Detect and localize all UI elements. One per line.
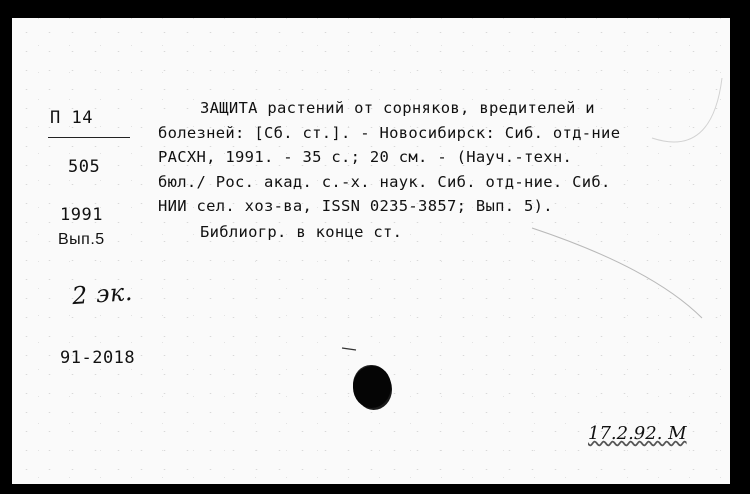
bibliography-note: Библиогр. в конце ст. — [200, 223, 403, 241]
handwritten-date-stamp: 17.2.92. М — [588, 423, 687, 444]
handwritten-copies-note: 2 эк. — [71, 277, 134, 311]
divider-line — [48, 137, 130, 138]
description-line: болезней: [Сб. ст.]. - Новосибирск: Сиб. отд-ние — [158, 123, 621, 142]
inventory-number: 505 — [68, 157, 101, 177]
description-line: ЗАЩИТА растений от сорняков, вредителей и — [200, 99, 595, 117]
catalog-card — [12, 18, 730, 484]
bibliographic-description — [158, 96, 698, 219]
description-line: РАСХН, 1991. - 35 с.; 20 см. - (Науч.-техн. — [158, 148, 573, 166]
ink-blot — [353, 366, 391, 408]
pencil-stroke-marks — [12, 18, 730, 484]
description-line: бюл./ Рос. акад. с.-х. наук. Сиб. отд-ние. Сиб. — [158, 172, 611, 191]
shelf-mark: П 14 — [50, 108, 93, 128]
issue-number: Вып.5 — [58, 231, 105, 248]
publication-year: 1991 — [60, 205, 103, 225]
description-line: НИИ сел. хоз-ва, ISSN 0235-3857; Вып. 5). — [158, 197, 553, 215]
accession-number: 91-2018 — [60, 348, 136, 368]
